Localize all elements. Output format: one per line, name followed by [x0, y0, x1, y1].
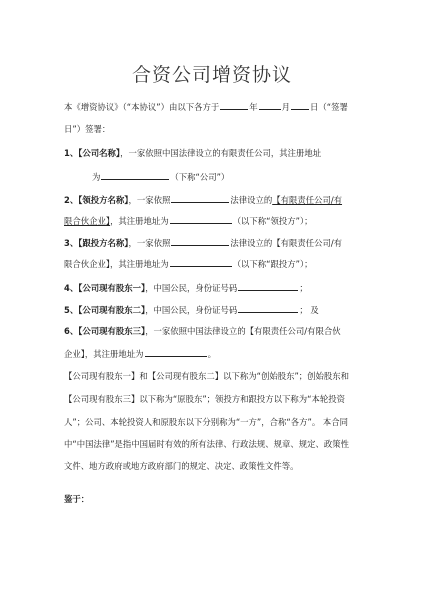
party-3-number: 3、 [64, 238, 79, 248]
party-3-line-1 [64, 236, 342, 249]
party-3-jurisdiction-blank [171, 236, 229, 246]
party-6-end: 。 [207, 349, 216, 359]
party-2-addr-prefix: ，其注册地址为 [110, 216, 169, 226]
party-6-number: 6、 [64, 326, 79, 336]
party-1-number: 1、 [64, 148, 79, 158]
month-blank [259, 100, 281, 110]
party-3-name: 【跟投方名称】 [78, 238, 129, 248]
party-4-id-blank [238, 281, 298, 291]
year-label: 年 [249, 102, 258, 112]
day-blank [291, 100, 309, 110]
month-label: 月 [281, 102, 290, 112]
party-1-name: 【公司名称】 [78, 148, 121, 158]
intro-text: 本《增资协议》（“本协议”）由以下各方于 [64, 102, 220, 112]
party-3-desc-a: ，一家依照 [128, 238, 171, 248]
party-5-name: 【公司现有股东二】 [78, 305, 146, 315]
year-blank [220, 100, 248, 110]
party-5-desc: ，中国公民，身份证号码 [145, 305, 238, 315]
party-2-jurisdiction-blank [171, 193, 229, 203]
party-6-desc: ，一家依照中国法律设立的【有限责任公司/有限合伙 [145, 326, 341, 336]
party-2-desc-a: ，一家依照 [128, 195, 171, 205]
party-1-line-2 [92, 170, 229, 183]
party-1-alias: （下称“公司”） [170, 172, 230, 182]
party-3-line-2 [64, 257, 313, 270]
party-1-desc: ，一家依照中国法律设立的有限责任公司，其注册地址 [120, 148, 322, 158]
day-label: 日（“签署 [309, 102, 348, 112]
party-5-line [64, 303, 319, 316]
party-4-number: 4、 [64, 283, 79, 293]
party-4-desc: ，中国公民，身份证号码 [145, 283, 238, 293]
party-2-number: 2、 [64, 195, 79, 205]
party-2-entity-type-cont: 限合伙企业】 [64, 216, 111, 226]
party-1-addr-prefix: 为 [92, 172, 101, 182]
party-4-line [64, 281, 308, 294]
party-5-number: 5、 [64, 305, 79, 315]
intro-line-1 [64, 100, 348, 113]
party-5-end: ； 及 [299, 305, 319, 315]
party-6-addr-prefix: 企业】，其注册地址为 [64, 349, 144, 359]
definitions-line-5: 文件、地方政府或地方政府部门的规定、决定、政策性文件等。 [64, 461, 299, 471]
intro-line-2: 日”）签署： [64, 124, 111, 134]
definitions-line-4: 中“中国法律”是指中国届时有效的所有法律、行政法规、规章、规定、政策性 [64, 439, 350, 449]
party-4-name: 【公司现有股东一】 [78, 283, 146, 293]
party-3-addr-prefix: 限合伙企业】，其注册地址为 [64, 259, 169, 269]
party-3-alias: （以下称“跟投方”）； [232, 259, 313, 269]
party-2-entity-type: 【有限责任公司/有 [272, 195, 343, 205]
party-3-address-blank [170, 257, 232, 267]
definitions-line-1: 【公司现有股东一】和【公司现有股东二】以下称为“创始股东”；创始股东和 [64, 371, 350, 381]
definitions-line-2: 【公司现有股东三】以下称为“原股东”；领投方和跟投方以下称为“本轮投资 [64, 394, 346, 404]
party-2-line-2 [64, 214, 313, 227]
party-3-desc-b: 法律设立的【有限责任公司/有 [230, 238, 343, 248]
party-2-line-1 [64, 193, 342, 206]
party-6-line-2 [64, 347, 216, 360]
party-6-address-blank [145, 347, 207, 357]
party-4-end: ； [299, 283, 308, 293]
party-2-address-blank [170, 214, 232, 224]
party-5-id-blank [238, 303, 298, 313]
party-6-line-1 [64, 325, 341, 337]
party-6-name: 【公司现有股东三】 [78, 326, 146, 336]
party-1-address-blank [101, 170, 169, 180]
party-1-line-1 [64, 147, 321, 159]
party-2-desc-b: 法律设立的 [230, 195, 273, 205]
document-title: 合资公司增资协议 [131, 64, 292, 86]
party-2-name: 【领投方名称】 [78, 195, 129, 205]
party-2-alias: （以下称“领投方”）； [232, 216, 313, 226]
definitions-line-3: 人”；公司、本轮投资人和原股东以下分别称为“一方”，合称“各方”。 本合同 [64, 417, 348, 427]
whereas-heading: 鉴于： [64, 494, 90, 504]
